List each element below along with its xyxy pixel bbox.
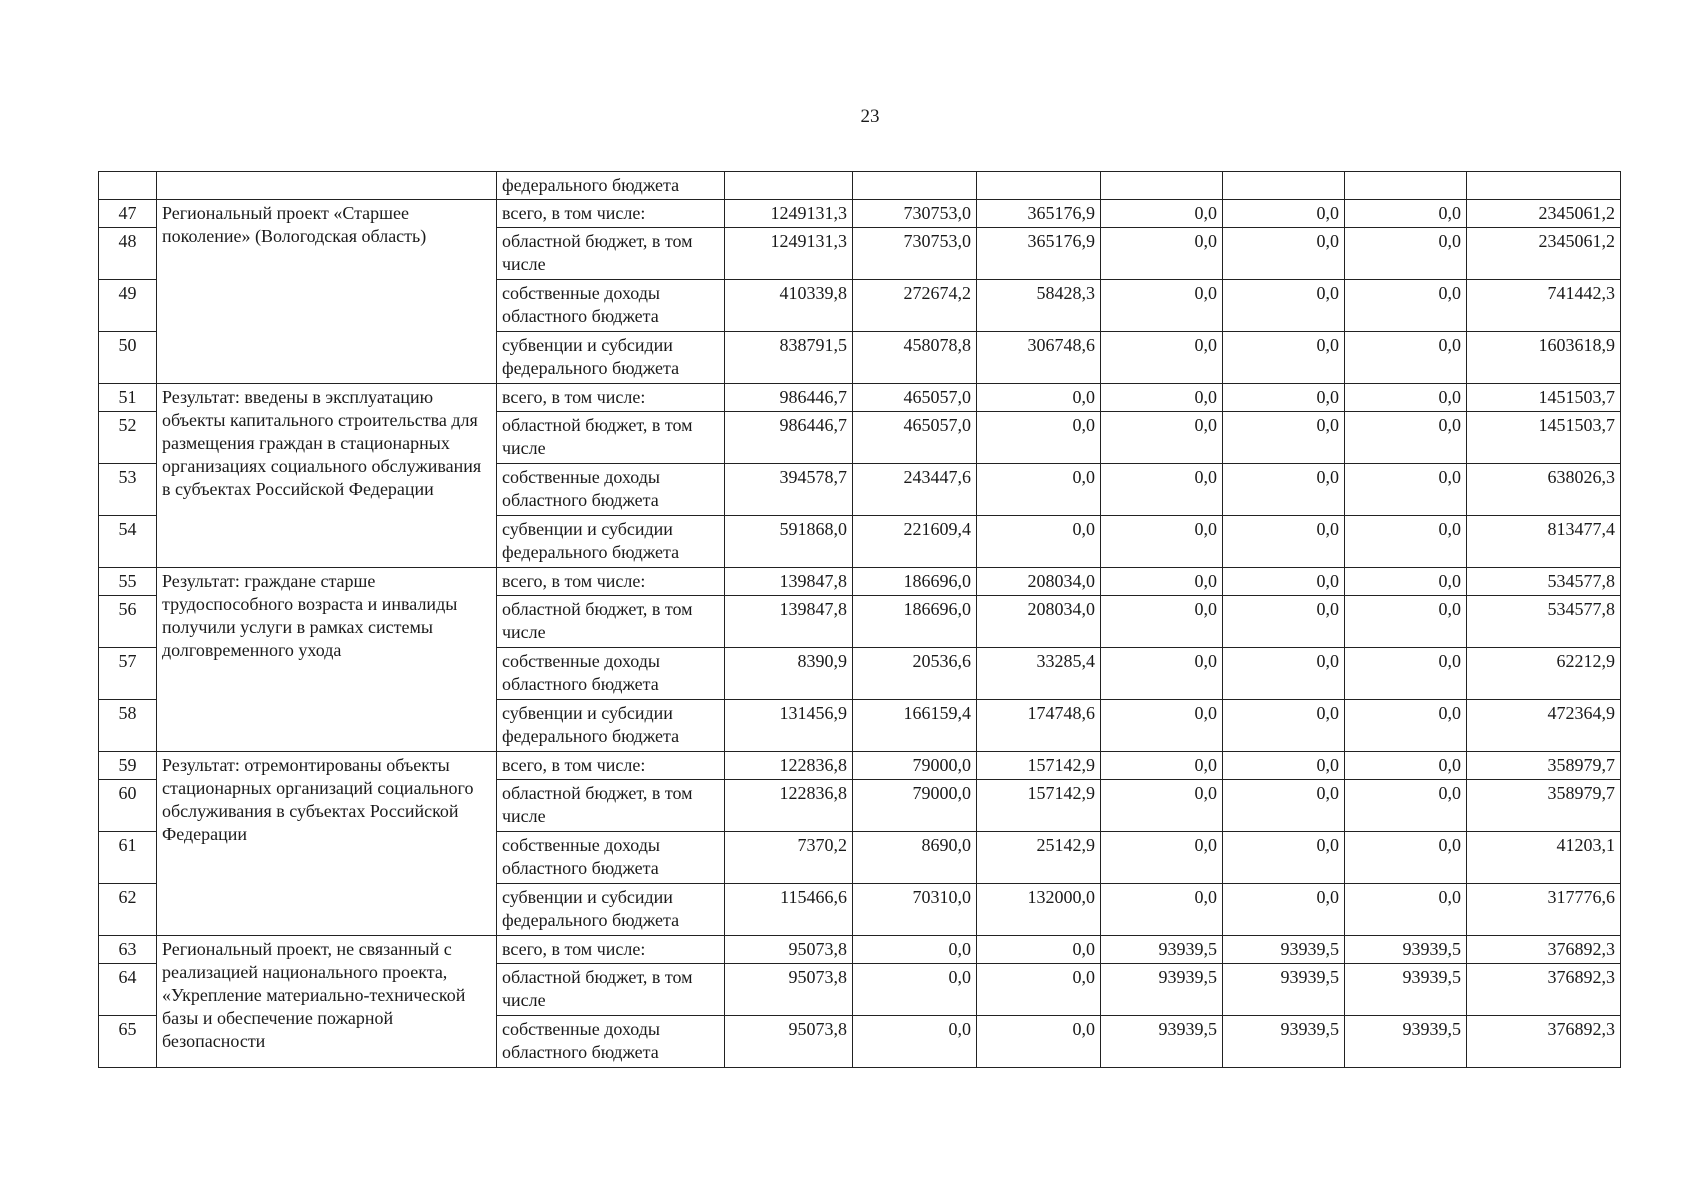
value-cell: 186696,0 [853, 596, 977, 648]
value-cell: 1249131,3 [725, 200, 853, 228]
value-cell: 95073,8 [725, 936, 853, 964]
total-cell [1467, 172, 1621, 200]
total-cell: 317776,6 [1467, 884, 1621, 936]
total-cell: 472364,9 [1467, 700, 1621, 752]
value-cell: 70310,0 [853, 884, 977, 936]
source-cell: областной бюджет, в том числе [497, 780, 725, 832]
row-number-cell: 54 [99, 516, 157, 568]
value-cell: 0,0 [1101, 280, 1223, 332]
value-cell: 0,0 [1101, 832, 1223, 884]
value-cell: 93939,5 [1101, 936, 1223, 964]
row-number-cell: 50 [99, 332, 157, 384]
value-cell: 838791,5 [725, 332, 853, 384]
value-cell: 0,0 [1223, 596, 1345, 648]
value-cell: 0,0 [1101, 412, 1223, 464]
total-cell: 638026,3 [1467, 464, 1621, 516]
value-cell: 0,0 [1345, 200, 1467, 228]
value-cell: 0,0 [1345, 464, 1467, 516]
value-cell [977, 172, 1101, 200]
value-cell: 0,0 [1223, 568, 1345, 596]
table-row [99, 384, 1621, 412]
value-cell: 465057,0 [853, 412, 977, 464]
value-cell: 93939,5 [1345, 964, 1467, 1016]
value-cell: 0,0 [977, 412, 1101, 464]
total-cell: 41203,1 [1467, 832, 1621, 884]
value-cell: 0,0 [1345, 280, 1467, 332]
source-cell: собственные доходы областного бюджета [497, 464, 725, 516]
value-cell: 0,0 [977, 964, 1101, 1016]
value-cell: 730753,0 [853, 228, 977, 280]
value-cell: 0,0 [1345, 780, 1467, 832]
value-cell: 221609,4 [853, 516, 977, 568]
source-cell: субвенции и субсидии федерального бюджета [497, 700, 725, 752]
value-cell: 0,0 [1223, 332, 1345, 384]
value-cell: 157142,9 [977, 780, 1101, 832]
value-cell: 0,0 [1101, 228, 1223, 280]
value-cell: 0,0 [977, 384, 1101, 412]
value-cell: 0,0 [1345, 752, 1467, 780]
total-cell: 62212,9 [1467, 648, 1621, 700]
source-cell: всего, в том числе: [497, 200, 725, 228]
row-number-cell: 49 [99, 280, 157, 332]
value-cell: 139847,8 [725, 596, 853, 648]
value-cell: 0,0 [853, 964, 977, 1016]
value-cell: 132000,0 [977, 884, 1101, 936]
value-cell: 465057,0 [853, 384, 977, 412]
row-number-cell: 62 [99, 884, 157, 936]
value-cell: 0,0 [1223, 228, 1345, 280]
value-cell: 33285,4 [977, 648, 1101, 700]
table-row [99, 568, 1621, 596]
row-number-cell: 52 [99, 412, 157, 464]
value-cell: 986446,7 [725, 412, 853, 464]
value-cell: 0,0 [1101, 648, 1223, 700]
source-cell: собственные доходы областного бюджета [497, 648, 725, 700]
value-cell: 93939,5 [1223, 936, 1345, 964]
value-cell: 93939,5 [1223, 1016, 1345, 1068]
value-cell: 0,0 [1345, 384, 1467, 412]
value-cell: 0,0 [1101, 596, 1223, 648]
value-cell: 7370,2 [725, 832, 853, 884]
value-cell: 243447,6 [853, 464, 977, 516]
group-name-cell: Результат: граждане старше трудоспособного возраста и инвалиды получили услуги в рамках системы долговременного ухода [157, 568, 497, 752]
source-cell: собственные доходы областного бюджета [497, 832, 725, 884]
value-cell: 208034,0 [977, 568, 1101, 596]
row-number-cell: 51 [99, 384, 157, 412]
value-cell: 0,0 [977, 516, 1101, 568]
value-cell: 365176,9 [977, 200, 1101, 228]
value-cell [1345, 172, 1467, 200]
value-cell: 0,0 [1345, 832, 1467, 884]
value-cell: 0,0 [1223, 516, 1345, 568]
value-cell: 95073,8 [725, 964, 853, 1016]
source-cell: всего, в том числе: [497, 568, 725, 596]
value-cell: 93939,5 [1345, 936, 1467, 964]
value-cell: 25142,9 [977, 832, 1101, 884]
value-cell: 0,0 [1223, 648, 1345, 700]
value-cell: 20536,6 [853, 648, 977, 700]
value-cell: 0,0 [1223, 200, 1345, 228]
value-cell: 394578,7 [725, 464, 853, 516]
value-cell: 272674,2 [853, 280, 977, 332]
source-cell: субвенции и субсидии федерального бюджета [497, 332, 725, 384]
value-cell: 0,0 [1223, 884, 1345, 936]
table-row-continuation [99, 172, 1621, 200]
value-cell: 0,0 [977, 464, 1101, 516]
value-cell: 730753,0 [853, 200, 977, 228]
row-number-cell: 59 [99, 752, 157, 780]
source-cell: областной бюджет, в том числе [497, 596, 725, 648]
value-cell: 986446,7 [725, 384, 853, 412]
row-number-cell: 65 [99, 1016, 157, 1068]
total-cell: 358979,7 [1467, 752, 1621, 780]
source-cell: всего, в том числе: [497, 384, 725, 412]
source-cell: областной бюджет, в том числе [497, 964, 725, 1016]
total-cell: 376892,3 [1467, 936, 1621, 964]
group-name-cell: Региональный проект «Старшее поколение» (Вологодская область) [157, 200, 497, 384]
value-cell: 139847,8 [725, 568, 853, 596]
total-cell: 2345061,2 [1467, 200, 1621, 228]
value-cell: 93939,5 [1101, 964, 1223, 1016]
value-cell: 95073,8 [725, 1016, 853, 1068]
value-cell: 93939,5 [1345, 1016, 1467, 1068]
value-cell: 58428,3 [977, 280, 1101, 332]
total-cell: 376892,3 [1467, 1016, 1621, 1068]
value-cell: 0,0 [1223, 780, 1345, 832]
table-body [99, 172, 1621, 1068]
value-cell: 93939,5 [1101, 1016, 1223, 1068]
value-cell: 410339,8 [725, 280, 853, 332]
table-row [99, 936, 1621, 964]
group-name-cell: Результат: отремонтированы объекты стационарных организаций социального обслуживания в субъектах Российской Федерации [157, 752, 497, 936]
value-cell: 0,0 [1101, 780, 1223, 832]
total-cell: 1603618,9 [1467, 332, 1621, 384]
value-cell: 166159,4 [853, 700, 977, 752]
value-cell: 0,0 [977, 936, 1101, 964]
source-cell: областной бюджет, в том числе [497, 228, 725, 280]
source-cell: собственные доходы областного бюджета [497, 280, 725, 332]
value-cell: 157142,9 [977, 752, 1101, 780]
page-number: 23 [860, 106, 880, 127]
value-cell: 0,0 [1345, 648, 1467, 700]
value-cell: 0,0 [853, 936, 977, 964]
name-cell [157, 172, 497, 200]
total-cell: 1451503,7 [1467, 412, 1621, 464]
value-cell: 0,0 [1223, 280, 1345, 332]
value-cell: 122836,8 [725, 752, 853, 780]
group-name-cell: Региональный проект, не связанный с реализацией национального проекта, «Укрепление материально-технической базы и обеспечение пожарной безопасности [157, 936, 497, 1068]
source-cell: всего, в том числе: [497, 752, 725, 780]
row-number-cell: 47 [99, 200, 157, 228]
value-cell: 0,0 [1345, 516, 1467, 568]
value-cell: 0,0 [1223, 464, 1345, 516]
total-cell: 534577,8 [1467, 596, 1621, 648]
total-cell: 1451503,7 [1467, 384, 1621, 412]
table-row [99, 752, 1621, 780]
value-cell: 0,0 [977, 1016, 1101, 1068]
value-cell: 208034,0 [977, 596, 1101, 648]
total-cell: 534577,8 [1467, 568, 1621, 596]
value-cell: 186696,0 [853, 568, 977, 596]
value-cell [1223, 172, 1345, 200]
value-cell: 174748,6 [977, 700, 1101, 752]
source-cell: федерального бюджета [497, 172, 725, 200]
value-cell [725, 172, 853, 200]
table-row [99, 200, 1621, 228]
value-cell: 1249131,3 [725, 228, 853, 280]
total-cell: 813477,4 [1467, 516, 1621, 568]
value-cell: 0,0 [1223, 752, 1345, 780]
value-cell: 115466,6 [725, 884, 853, 936]
value-cell: 591868,0 [725, 516, 853, 568]
total-cell: 358979,7 [1467, 780, 1621, 832]
total-cell: 2345061,2 [1467, 228, 1621, 280]
value-cell: 0,0 [1101, 568, 1223, 596]
value-cell: 0,0 [1101, 332, 1223, 384]
value-cell: 0,0 [1101, 516, 1223, 568]
value-cell: 458078,8 [853, 332, 977, 384]
row-number-cell [99, 172, 157, 200]
value-cell: 0,0 [1101, 200, 1223, 228]
value-cell: 0,0 [1345, 568, 1467, 596]
value-cell: 93939,5 [1223, 964, 1345, 1016]
value-cell: 0,0 [1345, 332, 1467, 384]
value-cell: 0,0 [1223, 832, 1345, 884]
source-cell: областной бюджет, в том числе [497, 412, 725, 464]
value-cell: 8390,9 [725, 648, 853, 700]
value-cell: 0,0 [1223, 412, 1345, 464]
value-cell: 0,0 [853, 1016, 977, 1068]
value-cell: 8690,0 [853, 832, 977, 884]
value-cell: 0,0 [1101, 884, 1223, 936]
value-cell: 0,0 [1345, 700, 1467, 752]
source-cell: всего, в том числе: [497, 936, 725, 964]
row-number-cell: 63 [99, 936, 157, 964]
value-cell: 0,0 [1101, 752, 1223, 780]
value-cell: 0,0 [1101, 384, 1223, 412]
row-number-cell: 48 [99, 228, 157, 280]
row-number-cell: 55 [99, 568, 157, 596]
value-cell: 0,0 [1345, 596, 1467, 648]
row-number-cell: 64 [99, 964, 157, 1016]
value-cell: 0,0 [1345, 412, 1467, 464]
value-cell: 0,0 [1345, 228, 1467, 280]
total-cell: 741442,3 [1467, 280, 1621, 332]
budget-table [98, 171, 1621, 1068]
value-cell: 79000,0 [853, 780, 977, 832]
source-cell: субвенции и субсидии федерального бюджета [497, 516, 725, 568]
source-cell: субвенции и субсидии федерального бюджета [497, 884, 725, 936]
row-number-cell: 61 [99, 832, 157, 884]
row-number-cell: 57 [99, 648, 157, 700]
value-cell: 0,0 [1345, 884, 1467, 936]
row-number-cell: 56 [99, 596, 157, 648]
value-cell: 79000,0 [853, 752, 977, 780]
value-cell: 131456,9 [725, 700, 853, 752]
value-cell: 0,0 [1101, 464, 1223, 516]
value-cell: 0,0 [1223, 700, 1345, 752]
row-number-cell: 60 [99, 780, 157, 832]
value-cell [1101, 172, 1223, 200]
row-number-cell: 53 [99, 464, 157, 516]
value-cell: 0,0 [1223, 384, 1345, 412]
value-cell: 306748,6 [977, 332, 1101, 384]
row-number-cell: 58 [99, 700, 157, 752]
total-cell: 376892,3 [1467, 964, 1621, 1016]
value-cell: 365176,9 [977, 228, 1101, 280]
group-name-cell: Результат: введены в эксплуатацию объекты капитального строительства для размещения граждан в стационарных организациях социального обслуживания в субъектах Российской Федерации [157, 384, 497, 568]
value-cell: 122836,8 [725, 780, 853, 832]
source-cell: собственные доходы областного бюджета [497, 1016, 725, 1068]
value-cell: 0,0 [1101, 700, 1223, 752]
value-cell [853, 172, 977, 200]
